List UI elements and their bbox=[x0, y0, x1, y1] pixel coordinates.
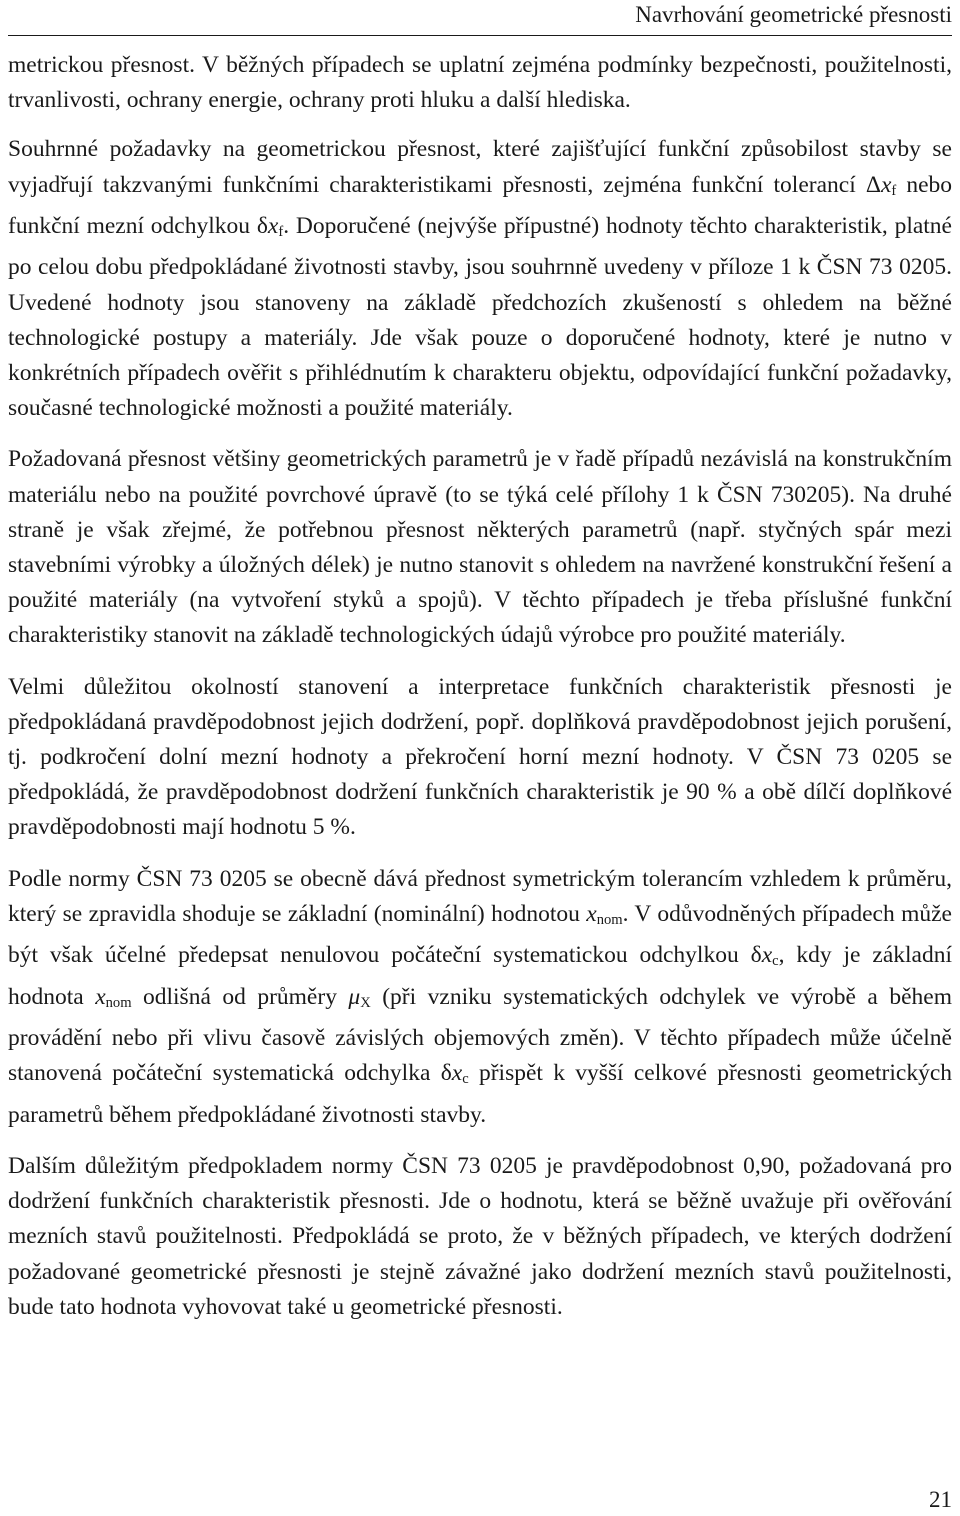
mu-symbol: μ bbox=[348, 983, 361, 1010]
delta-symbol: Δ bbox=[865, 171, 881, 198]
variable-x: x bbox=[95, 983, 106, 1010]
paragraph-2-text-b: nebo funkční mezní odchylkou bbox=[8, 171, 952, 240]
paragraph-2 bbox=[8, 132, 952, 426]
header-rule bbox=[8, 35, 952, 36]
delta-small-symbol: δ bbox=[256, 213, 268, 240]
paragraph-2-text-a: Souhrnné požadavky na geometrickou přesnost, které zajišťující funkční způsobilost stavby se vyjadřují takzvanými funkčními charakteristikami přesnosti, zejména funkční tolerancí bbox=[8, 136, 952, 198]
document-body bbox=[8, 48, 952, 1341]
subscript-nom: nom bbox=[105, 994, 132, 1011]
variable-x: x bbox=[880, 171, 892, 198]
subscript-f: f bbox=[891, 182, 897, 199]
subscript-c: c bbox=[772, 953, 779, 970]
subscript-X: X bbox=[360, 994, 371, 1011]
paragraph-6: Dalším důležitým předpokladem normy ČSN 73 0205 je pravděpodobnost 0,90, požadovaná pro dodržení funkčních charakteristik přesnosti. Jde o hodnotu, která se běžně uvažuje při ověřování mezních stavů použitelnosti. Předpokládá se proto, že v běžných případech, ve kterých dodržení požadované geometrické přesnosti je stejně závažné jako dodržení mezních stavů použitelnosti, bude tato hodnota vyhovovat také u geometrické přesnosti. bbox=[8, 1152, 952, 1320]
paragraph-5-text-c: , kdy je základní hodnota bbox=[8, 942, 952, 1010]
paragraph-5-text-b: . V odůvodněných případech může být však účelné předepsat nenulovou počáteční systematickou odchylkou bbox=[8, 900, 952, 969]
paragraph-1: metrickou přesnost. V běžných případech se uplatní zejména podmínky bezpečnosti, použitelnosti, trvanlivosti, ochrany energie, ochrany proti hluku a další hlediska. bbox=[8, 52, 952, 114]
paragraph-5-text-f: přispět k vyšší celkové přesnosti geometrických parametrů během předpokládané životnosti stavby. bbox=[8, 1060, 953, 1128]
variable-x: x bbox=[761, 942, 773, 969]
paragraph-3: Požadovaná přesnost většiny geometrických parametrů je v řadě případů nezávislá na konstrukčním materiálu nebo na použité povrchové úpravě (to se týká celé přílohy 1 k ČSN 730205). Na druhé straně je však zřejmé, že potřebnou přesnost některých parametrů (např. styčných spár mezi stavebními výrobky a úložných délek) je nutno stanovit s ohledem na navržené konstrukční řešení a použité materiály (na vytvoření styků a spojů). V těchto případech je třeba příslušné funkční charakteristiky stanovit na základě technologických údajů výrobce pro použité materiály. bbox=[8, 446, 952, 649]
delta-small-symbol: δ bbox=[440, 1060, 452, 1087]
variable-x: x bbox=[586, 900, 597, 927]
paragraph-5 bbox=[8, 862, 952, 1133]
paragraph-5-text-d: odlišná od průměry bbox=[131, 983, 349, 1010]
page-number: 21 bbox=[929, 1487, 952, 1512]
paragraph-5-text-e: (při vzniku systematických odchylek ve výrobě a během provádění nebo při vlivu časově závislých objemových změn). V těchto případech může účelně stanovená počáteční systematická odchylka bbox=[8, 983, 952, 1087]
delta-small-symbol: δ bbox=[750, 942, 762, 969]
subscript-nom: nom bbox=[596, 912, 623, 929]
paragraph-5-text-a: Podle normy ČSN 73 0205 se obecně dává přednost symetrickým tolerancím vzhledem k průměru, který se zpravidla shoduje se základní (nominální) hodnotou bbox=[8, 865, 952, 927]
paragraph-4: Velmi důležitou okolností stanovení a interpretace funkčních charakteristik přesnosti je předpokládaná pravděpodobnost jejich dodržení, popř. doplňková pravděpodobnost jejich porušení, tj. podkročení dolní mezní hodnoty a překročení horní mezní hodnoty. V ČSN 73 0205 se předpokládá, že pravděpodobnost dodržení funkčních charakteristik je 90 % a obě dílčí doplňkové pravděpodobnosti mají hodnotu 5 %. bbox=[8, 673, 952, 841]
running-head: Navrhování geometrické přesnosti bbox=[635, 2, 952, 27]
variable-x: x bbox=[267, 213, 279, 240]
subscript-c: c bbox=[462, 1071, 469, 1088]
paragraph-2-text-c: . Doporučené (nejvýše přípustné) hodnoty těchto charakteristik, platné po celou dobu předpokládané životnosti stavby, jsou souhrnně uvedeny v příloze 1 k ČSN 73 0205. Uvedené hodnoty jsou stanoveny na základě předchozích zkušeností s ohledem na běžné technologické postupy a materiály. Jde však pouze o doporučené hodnoty, které je nutno v konkrétních případech ověřit s přihlédnutím k charakteru objektu, odpovídající funkční požadavky, současné technologické možnosti a použité materiály. bbox=[8, 213, 952, 422]
variable-x: x bbox=[451, 1060, 463, 1087]
subscript-f: f bbox=[278, 224, 284, 241]
